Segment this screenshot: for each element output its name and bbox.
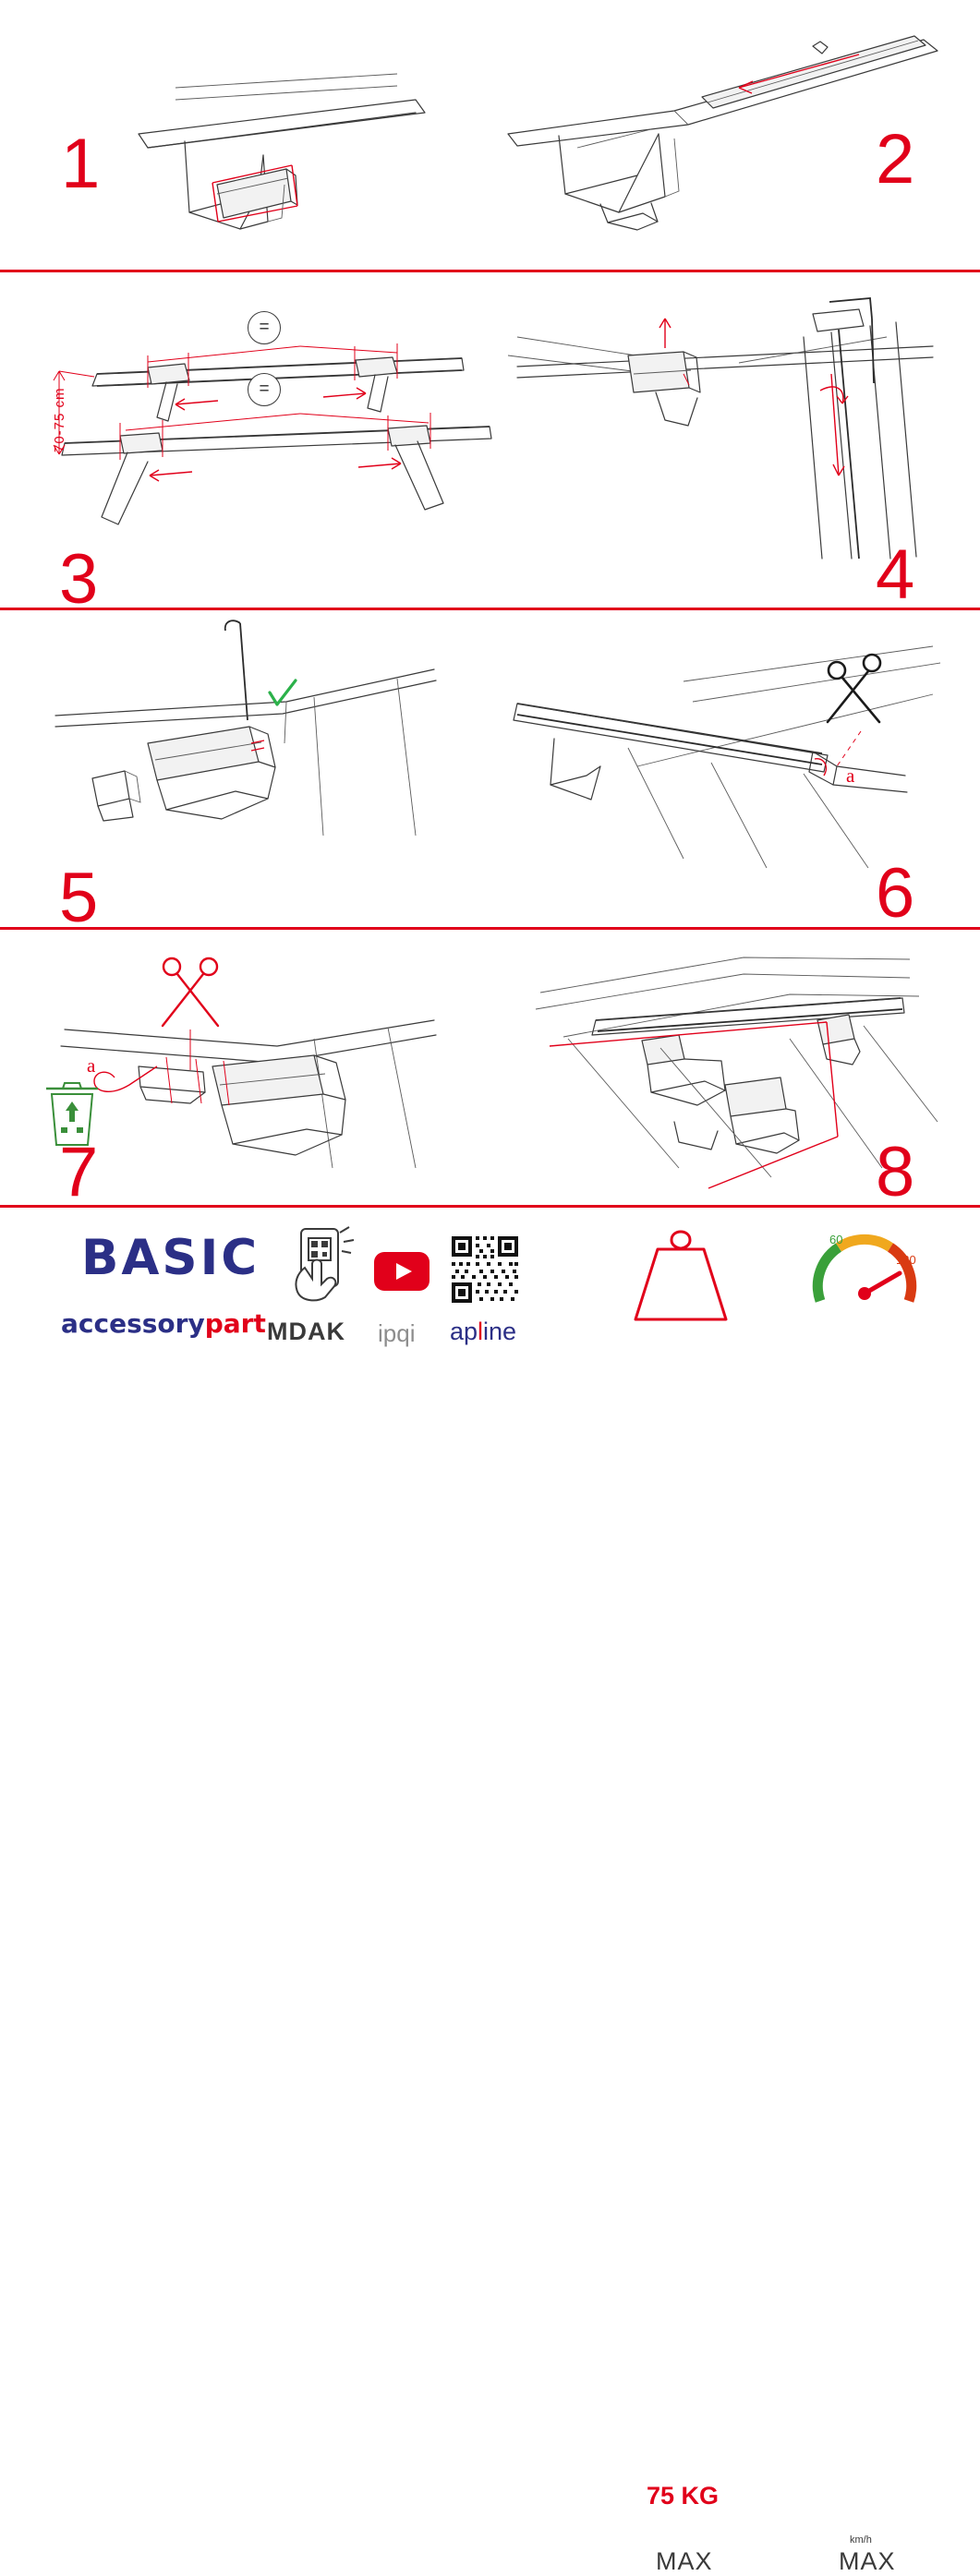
step-1-number: 1	[61, 125, 100, 203]
section-divider-3	[0, 927, 980, 930]
brand-apline	[450, 1318, 516, 1346]
brand-accessory-second: part	[204, 1308, 266, 1339]
qr-code-icon	[450, 1234, 520, 1305]
brand-accessorypart	[61, 1308, 266, 1339]
scissors-icon	[828, 655, 880, 722]
brand-apline-suffix: ine	[483, 1318, 517, 1345]
step-7-illustration	[37, 937, 471, 1186]
phone-scan-icon	[284, 1225, 358, 1305]
step-6-number: 6	[876, 854, 914, 933]
step-4-illustration	[499, 282, 961, 577]
brand-title: BASIC	[81, 1230, 260, 1286]
step-3-number: 3	[59, 540, 98, 619]
brand-apline-prefix: ap	[450, 1318, 478, 1345]
label-a-step7: a	[87, 1054, 96, 1077]
load-value: 75 KG	[647, 2482, 720, 2510]
equal-badge-bottom: =	[248, 373, 281, 406]
step-8-number: 8	[876, 1133, 914, 1211]
brand-ipqi: ipqi	[378, 1319, 416, 1347]
speed-unit-label: km/h	[850, 2534, 872, 2546]
scissors-icon-red	[163, 958, 218, 1026]
step-6-illustration	[499, 637, 961, 877]
weight-icon	[621, 1218, 741, 1327]
brand-apline-accent: l	[478, 1318, 484, 1345]
step-4-number: 4	[876, 536, 914, 614]
section-divider-2	[0, 608, 980, 610]
step-5-illustration	[37, 614, 471, 863]
equal-badge-top: =	[248, 311, 281, 344]
speed-max-label: MAX	[839, 2547, 896, 2575]
step-7-number: 7	[59, 1133, 98, 1211]
load-max-label: MAX	[656, 2547, 713, 2575]
step-5-number: 5	[59, 859, 98, 937]
youtube-icon[interactable]	[373, 1251, 430, 1292]
spacing-dimension-label: 70-75 cm	[52, 387, 67, 452]
svg-text:60: 60	[829, 1233, 843, 1246]
section-divider-1	[0, 270, 980, 272]
label-a-step6: a	[846, 764, 855, 787]
speedometer-icon	[807, 1222, 923, 1323]
brand-mdak: MDAK	[267, 1318, 345, 1345]
step-2-number: 2	[876, 120, 914, 199]
svg-text:120: 120	[896, 1253, 916, 1267]
step-1-illustration	[120, 46, 490, 259]
footer-branding	[0, 1205, 980, 2575]
brand-accessory-first: accessory	[61, 1308, 205, 1339]
